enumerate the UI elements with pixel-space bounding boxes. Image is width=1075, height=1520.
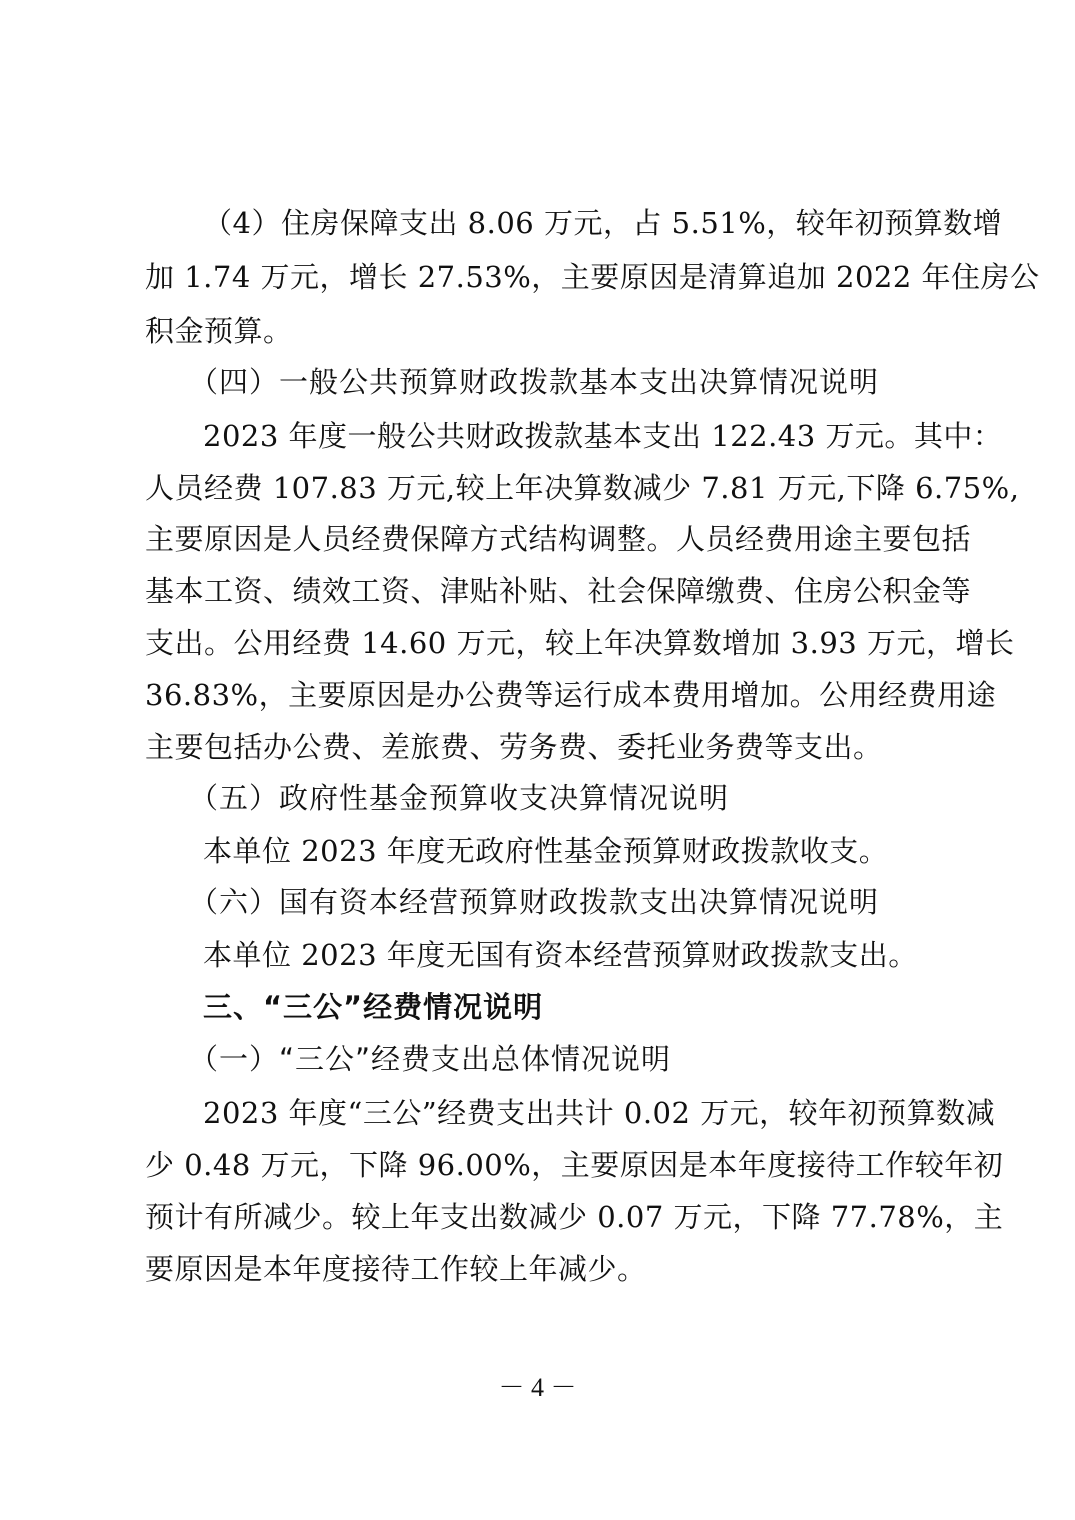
paragraph-basic-expenditure-line-7: 主要包括办公费、差旅费、劳务费、委托业务费等支出。	[145, 730, 883, 764]
paragraph-three-public-line-1: 2023 年度“三公”经费支出共计 0.02 万元，较年初预算数减	[203, 1096, 996, 1130]
paragraph-basic-expenditure-line-2: 人员经费 107.83 万元,较上年决算数减少 7.81 万元,下降 6.75%,	[145, 471, 1020, 505]
paragraph-three-public-line-3: 预计有所减少。较上年支出数减少 0.07 万元，下降 77.78%，主	[145, 1200, 1004, 1234]
paragraph-housing-line-1: （4）住房保障支出 8.06 万元，占 5.51%，较年初预算数增	[203, 206, 1003, 240]
paragraph-three-public-line-2: 少 0.48 万元，下降 96.00%，主要原因是本年度接待工作较年初	[145, 1148, 1004, 1182]
page-number: － 4 －	[498, 1373, 577, 1402]
paragraph-three-public-line-4: 要原因是本年度接待工作较上年减少。	[145, 1252, 647, 1286]
section-heading-6: （六）国有资本经营预算财政拨款支出决算情况说明	[189, 885, 880, 919]
paragraph-basic-expenditure-line-1: 2023 年度一般公共财政拨款基本支出 122.43 万元。其中：	[203, 419, 1003, 453]
subsection-heading-one: （一）“三公”经费支出总体情况说明	[189, 1042, 672, 1076]
paragraph-basic-expenditure-line-4: 基本工资、绩效工资、津贴补贴、社会保障缴费、住房公积金等	[145, 574, 972, 608]
paragraph-housing-line-3: 积金预算。	[145, 314, 293, 348]
paragraph-basic-expenditure-line-5: 支出。公用经费 14.60 万元，较上年决算数增加 3.93 万元，增长	[145, 626, 1015, 660]
section-heading-5: （五）政府性基金预算收支决算情况说明	[189, 781, 730, 815]
section-heading-three-public: 三、“三公”经费情况说明	[203, 990, 544, 1024]
paragraph-basic-expenditure-line-3: 主要原因是人员经费保障方式结构调整。人员经费用途主要包括	[145, 522, 972, 556]
paragraph-housing-line-2: 加 1.74 万元，增长 27.53%，主要原因是清算追加 2022 年住房公	[145, 260, 1040, 294]
paragraph-government-fund: 本单位 2023 年度无政府性基金预算财政拨款收支。	[203, 834, 889, 868]
paragraph-basic-expenditure-line-6: 36.83%，主要原因是办公费等运行成本费用增加。公用经费用途	[145, 678, 997, 712]
paragraph-state-capital: 本单位 2023 年度无国有资本经营预算财政拨款支出。	[203, 938, 918, 972]
section-heading-4: （四）一般公共预算财政拨款基本支出决算情况说明	[189, 365, 880, 399]
